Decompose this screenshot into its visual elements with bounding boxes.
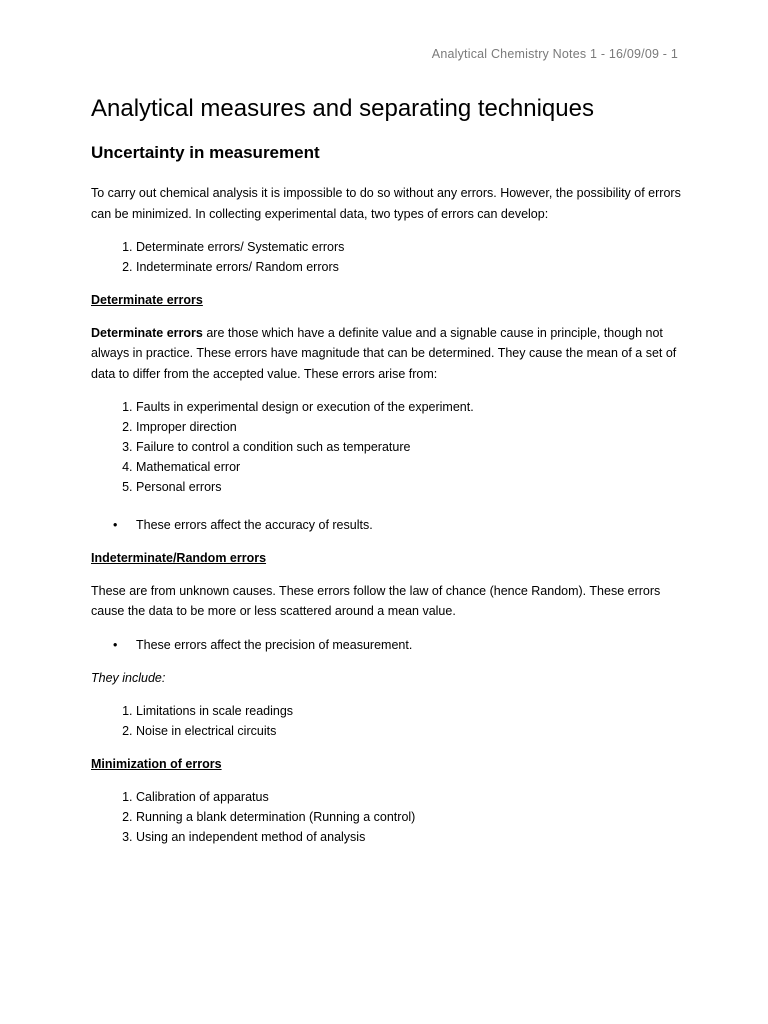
indeterminate-bullet-list — [91, 635, 691, 655]
bullet-item: • These errors affect the accuracy of results. — [136, 515, 691, 535]
determinate-causes-list — [91, 397, 691, 497]
list-item: 1. Faults in experimental design or execution of the experiment. — [136, 397, 691, 417]
document-body — [91, 93, 691, 860]
list-item: 4. Mathematical error — [136, 457, 691, 477]
list-item: 5. Personal errors — [136, 477, 691, 497]
determinate-text: are those which have a definite value and a signable cause in principle, though not always in practice. These errors have magnitude that can be determined. They cause the mean of a set of data to differ from the accepted value. These errors arise from: — [91, 325, 677, 381]
determinate-heading: Determinate errors — [91, 293, 203, 307]
list-item: 2. Noise in electrical circuits — [136, 721, 691, 741]
bullet-item: • These errors affect the precision of measurement. — [136, 635, 691, 655]
determinate-bullet-list — [91, 515, 691, 535]
list-item: 1. Calibration of apparatus — [136, 787, 691, 807]
running-header: Analytical Chemistry Notes 1 - 16/09/09 - 1 — [431, 47, 678, 61]
indeterminate-examples-list — [91, 701, 691, 741]
list-item: 2. Improper direction — [136, 417, 691, 437]
indeterminate-heading: Indeterminate/Random errors — [91, 551, 267, 565]
list-item: 1. Limitations in scale readings — [136, 701, 691, 721]
list-item: 2. Indeterminate errors/ Random errors — [136, 257, 691, 277]
section-heading: Uncertainty in measurement — [91, 143, 320, 162]
error-types-list — [91, 237, 691, 277]
determinate-paragraph — [91, 323, 691, 385]
list-item: 1. Determinate errors/ Systematic errors — [136, 237, 691, 257]
minimization-methods-list — [91, 787, 691, 847]
list-item: 3. Using an independent method of analysis — [136, 827, 691, 847]
indeterminate-paragraph: These are from unknown causes. These errors follow the law of chance (hence Random). These errors cause the data to be more or less scattered around a mean value. — [91, 583, 661, 618]
list-item: 3. Failure to control a condition such as temperature — [136, 437, 691, 457]
document-title: Analytical measures and separating techniques — [91, 95, 594, 122]
intro-paragraph: To carry out chemical analysis it is impossible to do so without any errors. However, the possibility of errors can be minimized. In collecting experimental data, two types of errors can develop: — [91, 186, 681, 221]
determinate-lead: Determinate errors — [91, 325, 203, 340]
list-item: 2. Running a blank determination (Running a control) — [136, 807, 691, 827]
minimization-heading: Minimization of errors — [91, 757, 222, 771]
they-include-label: They include: — [91, 670, 166, 685]
